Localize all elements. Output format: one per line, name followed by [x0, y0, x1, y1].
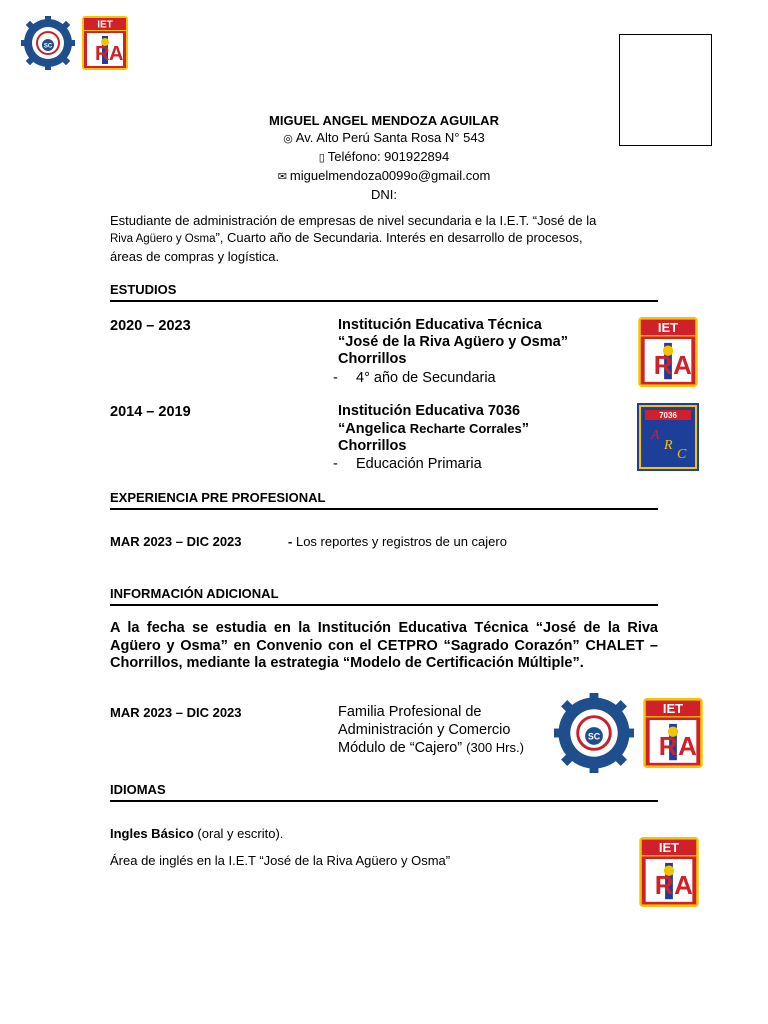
svg-text:R: R	[658, 733, 678, 762]
cetpro-gear-logo-large	[554, 693, 634, 776]
location-icon: ◎	[283, 133, 293, 145]
contact-header	[110, 112, 658, 203]
study-years-2: 2014 – 2019	[110, 404, 191, 420]
study-years-1: 2020 – 2023	[110, 318, 191, 334]
section-experience-title: EXPERIENCIA PRE PROFESIONAL	[110, 489, 658, 510]
arc-school-logo	[637, 403, 699, 474]
certification-date: MAR 2023 – DIC 2023	[110, 705, 242, 720]
iet-logo-top	[82, 16, 128, 73]
phone-icon: ▯	[318, 152, 325, 164]
study-institution-1: Institución Educativa Técnica “José de la Riva Agüero y Osma” Chorrillos	[338, 317, 568, 367]
svg-text:7036: 7036	[659, 411, 677, 420]
iet-logo-languages	[638, 837, 700, 910]
svg-text:SC: SC	[587, 731, 601, 742]
svg-text:A: A	[651, 428, 660, 443]
svg-text:A: A	[674, 872, 693, 901]
dni-line: DNI:	[371, 187, 397, 202]
envelope-icon: ✉	[277, 171, 287, 183]
svg-text:A: A	[673, 352, 692, 381]
svg-text:R: R	[654, 872, 674, 901]
certification-detail: Familia Profesional de Administración y Comercio Módulo de “Cajero” (300 Hrs.)	[338, 704, 524, 756]
cetpro-gear-logo	[21, 16, 75, 73]
additional-paragraph: A la fecha se estudia en la Institución Educativa Técnica “José de la Riva Agüero y Osma” en Convenio con el CETPRO “Sagrado Corazón” CHALET – Chorrillos, mediante la estrategia “Modelo de Certificación Múltiple”.	[110, 620, 658, 671]
study-detail-2: - Educación Primaria	[333, 456, 482, 472]
section-languages-title: IDIOMAS	[110, 781, 658, 802]
section-studies-title: ESTUDIOS	[110, 281, 658, 302]
iet-logo-studies	[637, 317, 699, 390]
iet-logo-letters: R	[95, 43, 110, 65]
full-name: MIGUEL ANGEL MENDOZA AGUILAR	[269, 113, 499, 128]
profile-summary: Estudiante de administración de empresas de nivel secundaria e la I.E.T. “José de la Riva Agüero y Osma”, Cuarto año de Secundaria. Interés en desarrollo de procesos, áreas de compras y logística.	[110, 213, 597, 264]
address-line: ◎ Av. Alto Perú Santa Rosa N° 543	[283, 130, 485, 145]
experience-date: MAR 2023 – DIC 2023	[110, 534, 242, 549]
experience-description: - Los reportes y registros de un cajero	[288, 534, 507, 549]
study-institution-2: Institución Educativa 7036 “Angelica Recharte Corrales” Chorrillos	[338, 403, 529, 454]
svg-text:A: A	[109, 43, 124, 65]
section-additional-title: INFORMACIÓN ADICIONAL	[110, 585, 658, 606]
study-detail-1: - 4° año de Secundaria	[333, 370, 496, 386]
svg-text:C: C	[677, 447, 687, 462]
svg-text:R: R	[664, 438, 673, 453]
language-level: Ingles Básico (oral y escrito).	[110, 826, 284, 841]
svg-text:SC: SC	[43, 43, 53, 50]
svg-text:A: A	[678, 733, 697, 762]
phone-line: ▯ Teléfono: 901922894	[318, 149, 450, 164]
language-area: Área de inglés en la I.E.T “José de la Riva Agüero y Osma”	[110, 853, 451, 868]
email-line: ✉ miguelmendoza0099o@gmail.com	[277, 168, 491, 183]
iet-logo-certification	[642, 698, 704, 771]
svg-text:R: R	[653, 352, 673, 381]
